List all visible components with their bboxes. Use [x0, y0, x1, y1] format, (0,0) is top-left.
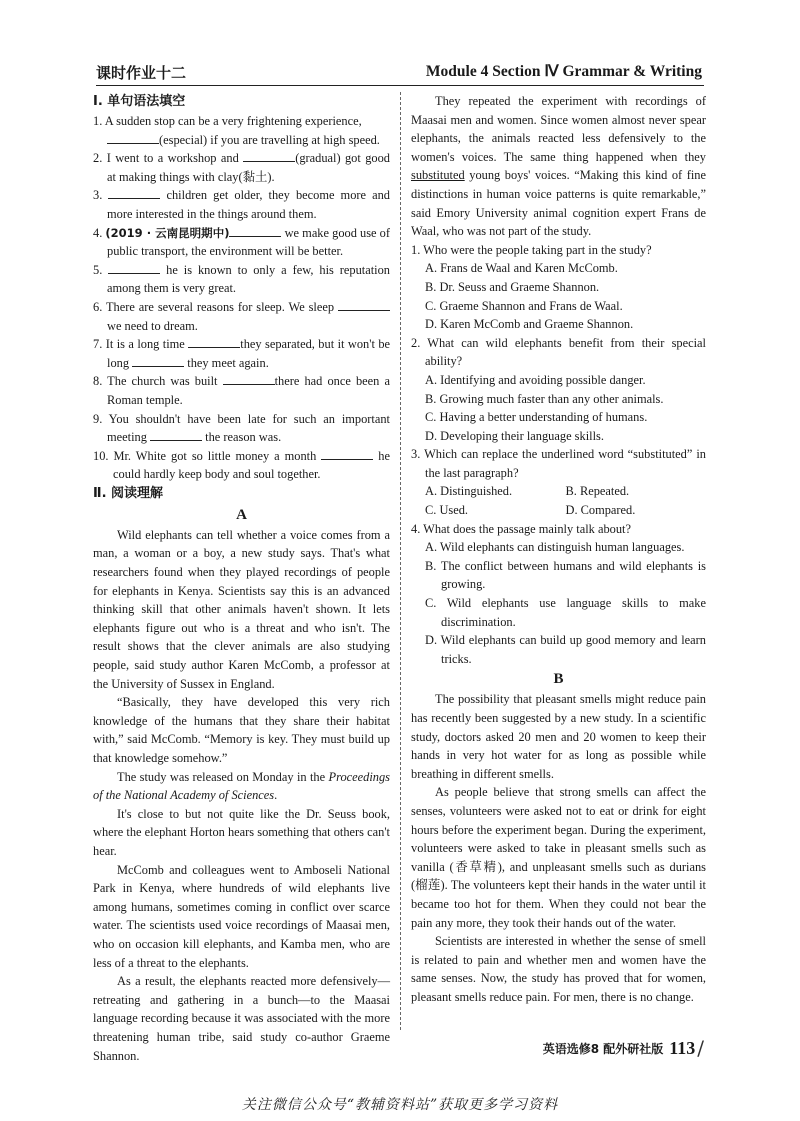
option-b[interactable]: B. Dr. Seuss and Graeme Shannon. — [425, 279, 600, 294]
passage-b-paragraph: The possibility that pleasant smells might reduce pain has recently been suggested by a new study. In a scientific study, doctors asked 20 men and 20 women to keep their hands in very hot water for as long as possible while breathing in different smells. — [411, 692, 706, 781]
handwritten-note: 关注微信公众号“教辅资料站”获取更多学习资料 — [241, 1097, 559, 1113]
passage-a-paragraph: As a result, the elephants reacted more defensively—retreating and gathering in a bunch—to the Maasai language recording because it was associated with the more threatening human tribe, said study co-author Graeme Shannon. — [93, 974, 390, 1063]
question-4: 4. (2019 · 云南昆明期中) we make good use of public transport, the environment will be better. — [93, 225, 390, 259]
question-a1: 1. Who were the people taking part in the study? A. Frans de Waal and Karen McComb. B. Dr. Seuss and Graeme Shannon. C. Graeme Shannon and Frans de Waal. D. Karen McComb and Graeme Shannon. — [411, 241, 706, 334]
question-7: 7. It is a long time they separated, but it won't be long they meet again. — [93, 337, 391, 370]
question-5: 5. he is known to only a few, his reputation among them is very great. — [93, 262, 390, 296]
option-a[interactable]: A. Distinguished. — [425, 484, 513, 499]
underlined-word: substituted — [411, 168, 465, 183]
column-divider — [400, 92, 401, 1030]
question-10: 10. Mr. White got so little money a month he could hardly keep body and soul together. — [93, 448, 390, 482]
passage-a-paragraph: They repeated the experiment with recordings of Maasai men and women. Since women almost never spear elephants, the animals reacted less defensively to the women's voices. The same thing happened when they substituted young boys' voices. “Making this kind of fine distinctions in human voice patterns is quite remarkable,” said Emory University animal cognition expert Frans de Waal, who was not part of the study. — [411, 94, 706, 239]
option-b[interactable]: B. The conflict between humans and wild elephants is growing. — [425, 558, 706, 592]
passage-a-paragraph: McComb and colleagues went to Amboseli National Park in Kenya, where hundreds of wild elephants live among humans, sometimes coming in conflict over scarce water. The scientists used voice recordings of Maasai men, who on occasion kill elephants, and Kamba men, who are less of a threat to the elephants. — [93, 862, 390, 970]
question-6: 6. There are several reasons for sleep. We sleep we need to dream. — [93, 298, 390, 335]
option-c[interactable]: C. Wild elephants use language skills to make discrimination. — [425, 596, 706, 629]
option-a[interactable]: A. Frans de Waal and Karen McComb. — [425, 261, 618, 276]
page-number: 113 — [669, 1037, 696, 1058]
left-column — [93, 92, 390, 1065]
option-a[interactable]: A. Wild elephants can distinguish human languages. — [425, 540, 685, 555]
option-d[interactable]: D. Karen McComb and Graeme Shannon. — [425, 317, 634, 332]
question-a2: 2. What can wild elephants benefit from their special ability? A. Identifying and avoiding possible danger. B. Growing much faster than any other animals. C. Having a better understanding of humans. D. Developing their language skills. — [411, 334, 706, 446]
option-c[interactable]: C. Having a better understanding of humans. — [425, 410, 648, 425]
question-a3: 3. Which can replace the underlined word “substituted” in the last paragraph? A. Distinguished. B. Repeated. C. Used. D. Compared. — [411, 445, 706, 519]
option-d[interactable]: D. Developing their language skills. — [425, 428, 604, 443]
answer-blank[interactable] — [188, 336, 240, 348]
option-c[interactable]: C. Used. — [425, 503, 469, 518]
answer-blank[interactable] — [223, 373, 275, 385]
passage-a-paragraph: Wild elephants can tell whether a voice comes from a man, a woman or a boy, a new study says. That's what researchers found when they played recordings of people for elephants in Kenya. Scientists say this is an advanced thinking skill that other animals haven't shown. It lets elephants figure out who is a threat and who isn't. The result shows that the clever animals are also studying people, said study author Karen McComb, a professor at the University of Sussex in England. — [93, 527, 390, 691]
module-heading: Module 4 Section Ⅳ Grammar & Writing — [425, 63, 702, 80]
option-d[interactable]: D. Compared. — [565, 503, 636, 518]
header-rule — [96, 85, 704, 86]
question-2: 2. I went to a workshop and (gradual) got good at making things with clay(黏土). — [93, 151, 390, 184]
section-1-title: Ⅰ. 单句语法填空 — [93, 94, 186, 109]
option-b[interactable]: B. Growing much faster than any other animals. — [425, 391, 664, 406]
option-b[interactable]: B. Repeated. — [565, 484, 630, 499]
answer-blank[interactable] — [108, 187, 160, 199]
passage-b-paragraph: As people believe that strong smells can affect the senses, volunteers were asked not to eat or drink for eight hours before the experiment began. During the experiment, volunteers were asked to take in pleasant smells such as vanilla (香草精), and unpleasant smells such as durians (榴莲). The volunteers kept their hands in the water until it became too hot for them. When they could not bear the pain any more, they took their hands out of the water. — [411, 785, 706, 930]
homework-title: 课时作业十二 — [96, 64, 187, 82]
passage-a-paragraph: The study was released on Monday in the Proceedings of the National Academy of Sciences. — [93, 769, 390, 803]
question-1: 1. A sudden stop can be a very frightening experience, (especial) if you are travelling at high speed. — [93, 114, 380, 147]
answer-blank[interactable] — [107, 132, 159, 144]
question-8: 8. The church was built there had once been a Roman temple. — [93, 374, 390, 407]
passage-b-paragraph: Scientists are interested in whether the sense of smell is related to pain and whether men and women have the same senses. Now, the study has proved that for women, pleasant smells reduce pain. For men, there is no change. — [411, 934, 706, 1004]
page-footer — [543, 1036, 704, 1060]
passage-a-letter: A — [236, 506, 247, 523]
answer-blank[interactable] — [108, 262, 160, 274]
footer-slash: / — [697, 1036, 704, 1060]
answer-blank[interactable] — [132, 355, 184, 367]
question-9: 9. You shouldn't have been late for such an important meeting the reason was. — [93, 411, 390, 445]
option-a[interactable]: A. Identifying and avoiding possible danger. — [425, 372, 646, 387]
option-c[interactable]: C. Graeme Shannon and Frans de Waal. — [425, 298, 623, 313]
question-3: 3. children get older, they become more and more interested in the things around them. — [93, 188, 390, 221]
passage-a-paragraph: “Basically, they have developed this very rich knowledge of the humans that they share their habitat with,” said McComb. “Memory is key. They must build up that knowledge somehow.” — [93, 695, 390, 765]
answer-blank[interactable] — [338, 299, 390, 311]
right-column — [411, 92, 706, 1007]
exam-source: (2019 · 云南昆明期中) — [105, 225, 230, 240]
answer-blank[interactable] — [243, 150, 295, 162]
answer-blank[interactable] — [321, 448, 373, 460]
question-a4: 4. What does the passage mainly talk about? A. Wild elephants can distinguish human languages. B. The conflict between humans and wild elephants is growing. C. Wild elephants use language skills to make discrimination. D. Wild elephants can build up good memory and learn tricks. — [411, 520, 706, 669]
book-label: 英语选修8 配外研社版 — [542, 1041, 664, 1056]
option-d[interactable]: D. Wild elephants can build up good memory and learn tricks. — [425, 633, 706, 666]
section-2-title: Ⅱ. 阅读理解 — [93, 485, 164, 501]
answer-blank[interactable] — [150, 429, 202, 441]
passage-b-letter: B — [553, 671, 564, 688]
passage-a-paragraph: It's close to but not quite like the Dr. Seuss book, where the elephant Horton hears something that others can't hear. — [93, 806, 390, 858]
answer-blank[interactable] — [229, 225, 281, 237]
